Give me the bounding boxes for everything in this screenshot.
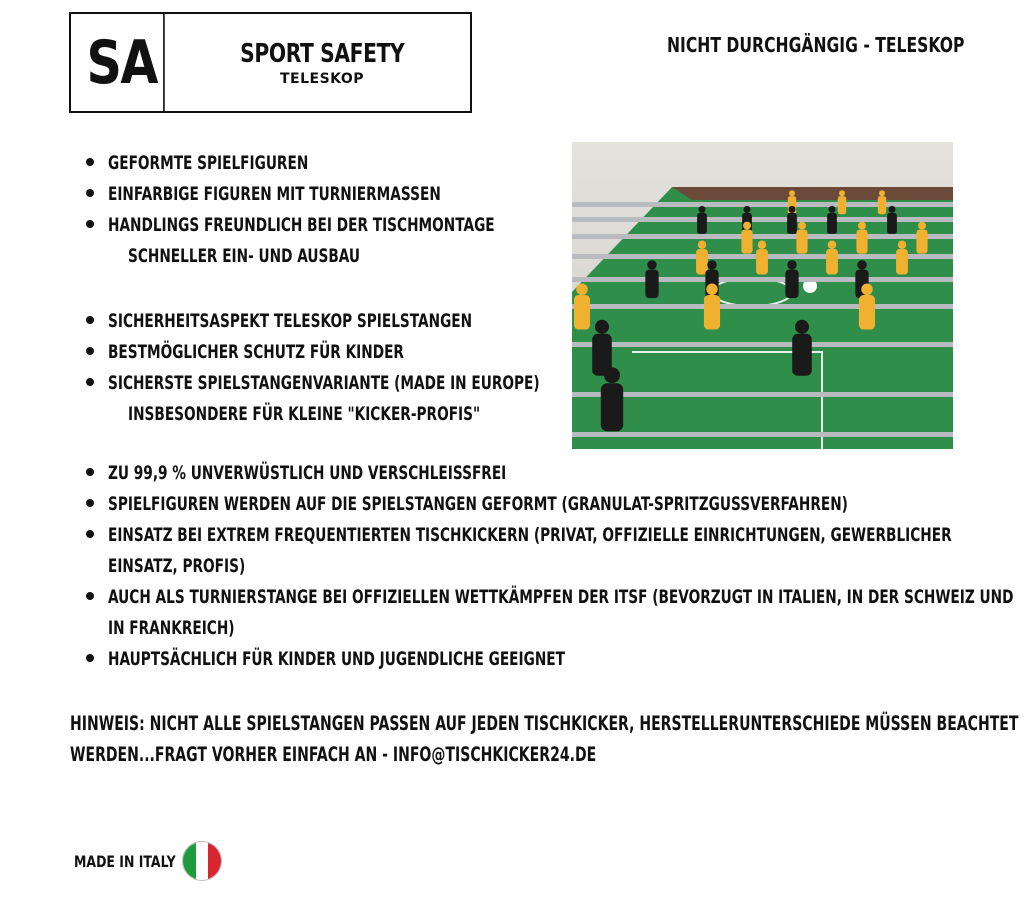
feature-line: SCHNELLER EIN- UND AUSBAU (128, 245, 361, 267)
brand-logo-box (69, 12, 472, 113)
brand-abbr: SA (80, 14, 164, 111)
brand-subtitle: TELESKOP (279, 70, 365, 87)
flag-stripe-green (183, 842, 196, 880)
feature-line: SICHERSTE SPIELSTANGENVARIANTE (MADE IN EUROPE) (108, 372, 540, 394)
feature-list-1 (86, 148, 645, 272)
made-in-label: MADE IN ITALY (74, 851, 176, 871)
feature-line: EINFARBIGE FIGUREN MIT TURNIERMASSEN (108, 183, 441, 205)
table-far-edge (672, 187, 953, 200)
brand-text (174, 14, 470, 111)
feature-line: SPIELFIGUREN WERDEN AUF DIE SPIELSTANGEN GEFORMT (GRANULAT-SPRITZGUSSVERFAHREN) (108, 493, 848, 515)
feature-line: BESTMÖGLICHER SCHUTZ FÜR KINDER (108, 341, 404, 363)
feature-line: HAUPTSÄCHLICH FÜR KINDER UND JUGENDLICHE GEEIGNET (108, 648, 565, 670)
feature-item (86, 210, 645, 272)
flag-stripe-red (208, 842, 221, 880)
foosball-table-photo (572, 142, 953, 449)
feature-item (86, 148, 645, 179)
feature-line: GEFORMTE SPIELFIGUREN (108, 152, 309, 174)
brand-title: SPORT SAFETY (239, 38, 405, 69)
rod (572, 277, 953, 282)
feature-line: INSBESONDERE FÜR KLEINE "KICKER-PROFIS" (128, 403, 481, 425)
feature-item (86, 458, 1024, 489)
feature-line: SICHERHEITSASPEKT TELESKOP SPIELSTANGEN (108, 310, 473, 332)
feature-line: EINSATZ BEI EXTREM FREQUENTIERTEN TISCHKICKERN (PRIVAT, OFFIZIELLE EINRICHTUNGEN, GEWERBLICHER (108, 524, 952, 546)
rod (572, 432, 953, 437)
feature-item (86, 489, 1024, 520)
feature-list-3 (86, 458, 1024, 675)
feature-line: ZU 99,9 % UNVERWÜSTLICH UND VERSCHLEISSFREI (108, 462, 507, 484)
feature-item (86, 179, 645, 210)
flag-stripe-white (196, 842, 209, 880)
made-in-badge (74, 841, 222, 881)
rod (572, 202, 953, 207)
feature-line: AUCH ALS TURNIERSTANGE BEI OFFIZIELLEN WETTKÄMPFEN DER ITSF (BEVORZUGT IN ITALIEN, IN DER SCHWEIZ UND (108, 586, 1014, 608)
rod (572, 304, 953, 309)
italy-flag-icon (182, 841, 222, 881)
note-line: WERDEN...FRAGT VORHER EINFACH AN - INFO@TISCHKICKER24.DE (70, 743, 597, 766)
rod (572, 234, 953, 239)
note-line: HINWEIS: NICHT ALLE SPIELSTANGEN PASSEN AUF JEDEN TISCHKICKER, HERSTELLERUNTERSCHIEDE MÜSSEN BEACHTET (70, 712, 1019, 735)
feature-item (86, 644, 1024, 675)
feature-item (86, 582, 1024, 644)
product-variant-title: NICHT DURCHGÄNGIG - TELESKOP (667, 33, 965, 57)
feature-line: HANDLINGS FREUNDLICH BEI DER TISCHMONTAGE (108, 214, 495, 236)
feature-line: EINSATZ, PROFIS) (108, 555, 246, 577)
rod (572, 392, 953, 397)
compatibility-note (70, 708, 1024, 770)
rod (572, 342, 953, 347)
feature-line: IN FRANKREICH) (108, 617, 235, 639)
feature-item (86, 520, 1024, 582)
